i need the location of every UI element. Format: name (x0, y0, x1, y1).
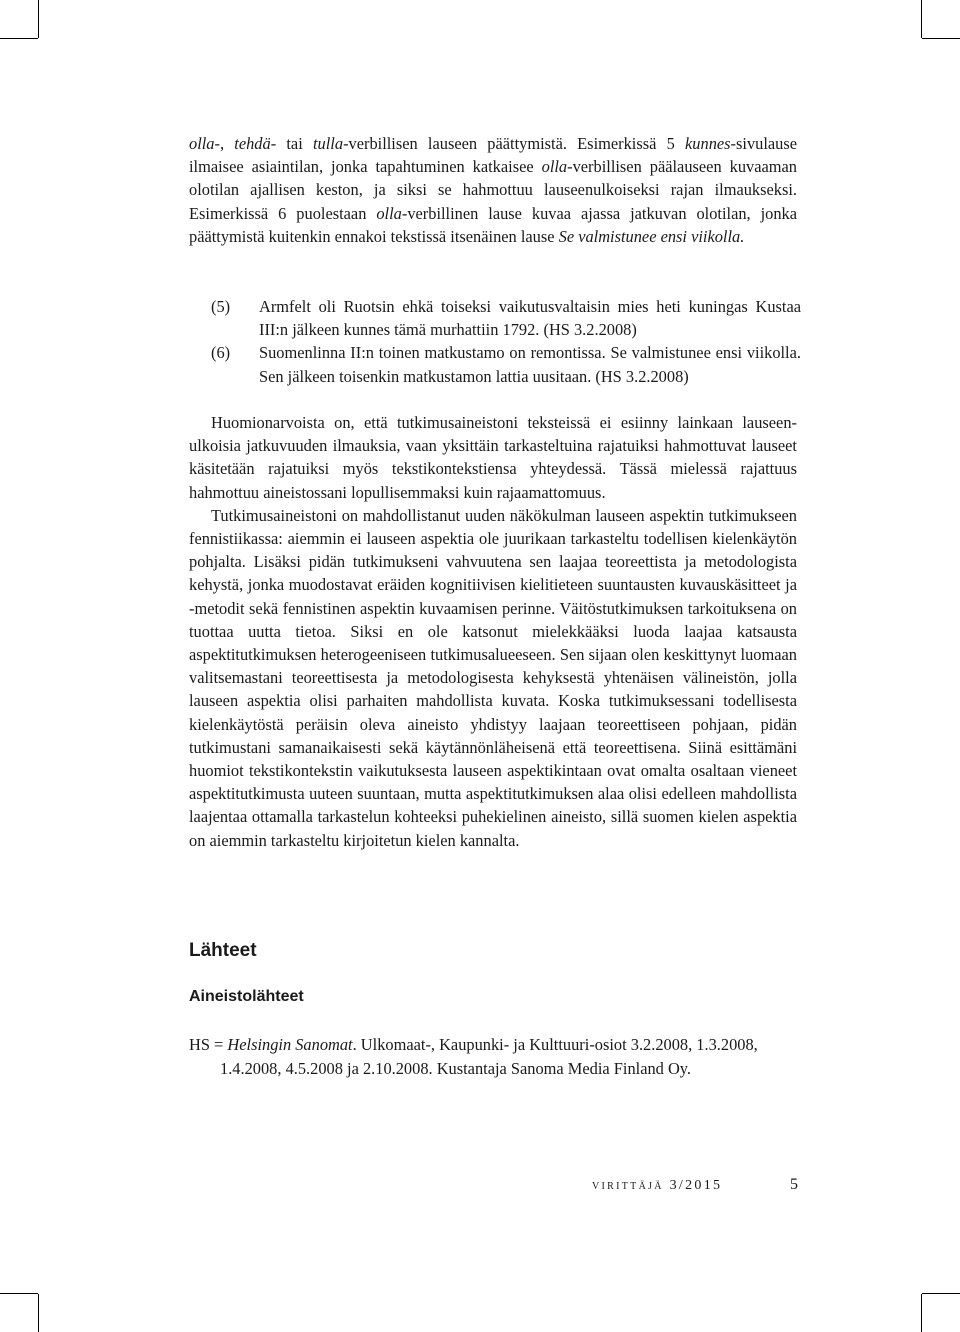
crop-mark-bottom-right-h (922, 1293, 960, 1294)
example-text: Armfelt oli Ruotsin ehkä toiseksi vaikutusvaltaisin mies heti kuningas Kustaa III:n jälkeen kunnes tämä murhattiin 1792. (HS 3.2.2008) (259, 297, 801, 340)
crop-mark-top-left (38, 0, 39, 38)
example-text: Suomenlinna II:n toinen matkustamo on remontissa. Se valmistunee ensi viikolla. Sen jälkeen toisenkin matkustamon lattia uusitaan. (HS 3.2.2008) (259, 343, 801, 386)
intro-text-2: - tai (270, 134, 313, 153)
intro-em-olla-3: olla (376, 203, 402, 223)
intro-text-6: -verbillinen lause kuvaa ajassa jatkuvan olotilan, jonka päättymistä kuitenkin ennakoi tekstissä itsenäinen lause (189, 203, 797, 246)
crop-mark-top-right-h (922, 38, 960, 39)
sources-heading: Lähteet (189, 940, 257, 961)
journal-footer: virittäjä 3/2015 (592, 1178, 723, 1193)
crop-mark-bottom-right (921, 1294, 922, 1332)
example-item (211, 295, 801, 341)
intro-paragraph (189, 132, 797, 248)
main-text (189, 411, 797, 852)
example-list (211, 295, 801, 388)
intro-em-tulla: tulla (313, 134, 344, 153)
crop-mark-bottom-left-h (0, 1293, 38, 1294)
crop-mark-top-right (921, 0, 922, 38)
intro-em-example-sentence: Se valmistunee ensi viikolla. (558, 226, 745, 246)
example-number: (5) (211, 297, 231, 316)
sources-subheading: Aineistolähteet (189, 988, 304, 1005)
example-item (211, 341, 801, 387)
reference-details: . Ulkomaat-, Kaupunki- ja Kulttuuri-osiot 3.2.2008, 1.3.2008, 1.4.2008, 4.5.2008 ja 2.10.2008. Kustantaja Sanoma Media Finland Oy. (220, 1035, 758, 1078)
reference-entry (189, 1033, 797, 1081)
page-number: 5 (790, 1176, 798, 1193)
intro-em-kunnes: kunnes (685, 134, 731, 153)
intro-text-3: -verbillisen lauseen päättymistä. Esimerkissä 5 (343, 134, 686, 153)
intro-em-olla-2: olla (541, 157, 568, 177)
reference-prefix: HS = (189, 1035, 228, 1054)
intro-em-olla: olla (189, 134, 215, 153)
intro-text-1: -, (214, 134, 235, 153)
intro-em-tehda: tehdä (234, 134, 271, 153)
intro-text-5: -verbillisen päälauseen kuvaaman olotilan ajallisen keston, ja siksi se hahmottuu lauseenulkoiseksi rajan ilmaukseksi. Esimerkissä 6 puolestaan (189, 157, 797, 223)
reference-title: Helsingin Sanomat (227, 1035, 353, 1054)
crop-mark-top-left-h (0, 38, 38, 39)
intro-text-4: -sivulause ilmaisee asiaintilan, jonka tapahtuminen katkaisee (189, 134, 798, 177)
main-paragraph-1: Huomionarvoista on, että tutkimusaineistoni teksteissä ei esiinny lainkaan lauseenulkoisia jatkuvuuden ilmauksia, vaan yksittäin tarkasteltuina rajatuiksi hahmottuvat lauseet käsitetään rajatuiksi myös tekstikontekstiensa yhteydessä. Tässä mielessä rajattuus hahmottuu aineistossani lopullisemmaksi kuin rajaamattomuus. (189, 413, 797, 502)
main-paragraph-2: Tutkimusaineistoni on mahdollistanut uuden näkökulman lauseen aspektin tutkimukseen fennistiikassa: aiemmin ei lauseen aspektia ole juurikaan tarkasteltu todellisen kielenkäytön pohjalta. Lisäksi pidän tutkimukseni vahvuutena sen laajaa teoreettista ja metodologista kehystä, jonka muodostavat eräiden kognitiivisen kielitieteen suuntausten kuvauskäsitteet ja -metodit sekä fennistinen aspektin kuvaamisen perinne. Väitöstutkimuksen tarkoituksena on tuottaa uutta tietoa. Siksi en ole katsonut mielekkääksi luoda laajaa katsausta aspektitutkimuksen heterogeeniseen tutkimusalueeseen. Sen sijaan olen keskittynyt luomaan valitsemastani teoreettisesta ja metodologisesta kehyksestä yhtenäisen välineistön, jolla lauseen aspektia olisi parhaiten mahdollista kuvata. Koska tutkimuksessani todellisesta kielenkäytöstä peräisin oleva aineisto yhdistyy laajaan teoreettiseen pohjaan, pidän tutkimustani samanaikaisesti sekä käytännönläheisenä että teoreettisena. Siinä esittämäni huomiot tekstikontekstin vaikutuksesta lauseen aspektikintaan ovat omalta osaltaan vieneet aspektitutkimusta uuteen suuntaan, mutta aspektitutkimuksen alaa olisi edelleen mahdollista laajentaa ottamalla tarkastelun kohteeksi puhekielinen aineisto, sillä suomen kielen aspektia on aiemmin tarkasteltu kirjoitetun kielen kannalta. (189, 505, 797, 850)
example-number: (6) (211, 343, 231, 363)
crop-mark-bottom-left (38, 1294, 39, 1332)
